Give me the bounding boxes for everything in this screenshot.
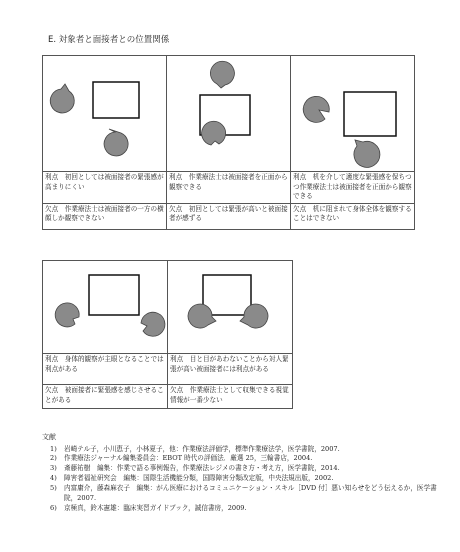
person-shape [50,84,74,113]
position-table-1 [42,55,415,230]
references-section [42,432,442,514]
section-title: E. 対象者と面接者との位置関係 [48,35,170,45]
layout-diagram-across-desk [291,56,415,172]
disadvantage-cell: 欠点 作業療法士は被面接者の一方の横顔しか観察できない [43,203,167,229]
reference-item: 4) 障害者福祉研究会 編集：国際生活機能分類，国際障害分類改定版，中央法規出版，2002. [50,474,334,483]
disadvantage-cell: 欠点 机に阻まれて身体全体を観察することはできない [291,203,415,229]
person-shape [104,129,128,156]
person-shape [210,61,234,88]
person-shape [354,140,380,167]
advantage-cell: 利点 初回としては被面接者の緊張感が高まりにくい [43,172,167,204]
reference-item: 2) 作業療法ジャーナル編集委員会：EBOT 時代の評価法．厳選 25，三輪書店，2004. [50,454,313,463]
layout-diagram-same-side [168,261,293,354]
desk-shape [89,275,139,315]
reference-item: 1) 岩崎テル子，小川恵子，小林夏子，他：作業療法評価学，標準作業療法学，医学書院，2007. [50,444,340,453]
advantage-cell: 利点 作業療法士は被面接者を正面から観察できる [167,172,291,204]
disadvantage-cell: 欠点 作業療法士として収集できる視覚情報が一番少ない [168,385,293,409]
person-shape [141,312,165,336]
reference-item: 3) 斎藤祐樹 編集：作業で語る事例報告，作業療法レジメの書き方・考え方，医学書院，2014. [50,464,340,473]
person-shape [202,121,226,145]
position-table-2 [42,260,293,409]
layout-diagram-90-degree [43,261,168,354]
desk-shape [344,92,396,136]
advantage-cell: 利点 身体的観察が主眼となることでは利点がある [43,354,168,385]
references-title: 文献 [42,433,56,441]
desk-shape [93,82,139,118]
reference-item: 5) 内富庸介，藤森麻衣子 編集：がん医療におけるコミュニケーション・スキル［DVD 付］悪い知らせをどう伝えるか，医学書院，2007. [50,484,437,502]
disadvantage-cell: 欠点 被面接者に緊張感を感じさせることがある [43,385,168,409]
layout-diagram-face-to-face [167,56,291,172]
person-shape [303,96,329,122]
disadvantage-cell: 欠点 初回としては緊張が高いと被面接者が感ずる [167,203,291,229]
layout-diagram-side-by-side [43,56,167,172]
person-shape [55,303,79,327]
advantage-cell: 利点 目と目があわないことから対人緊張が高い被面接者には利点がある [168,354,293,385]
advantage-cell: 利点 机を介して適度な緊張感を保ちつつ作業療法士は被面接者を正面から観察できる [291,172,415,204]
reference-item: 6) 京極真，鈴木憲雄：臨床実習ガイドブック，誠信書房，2009. [50,503,247,512]
